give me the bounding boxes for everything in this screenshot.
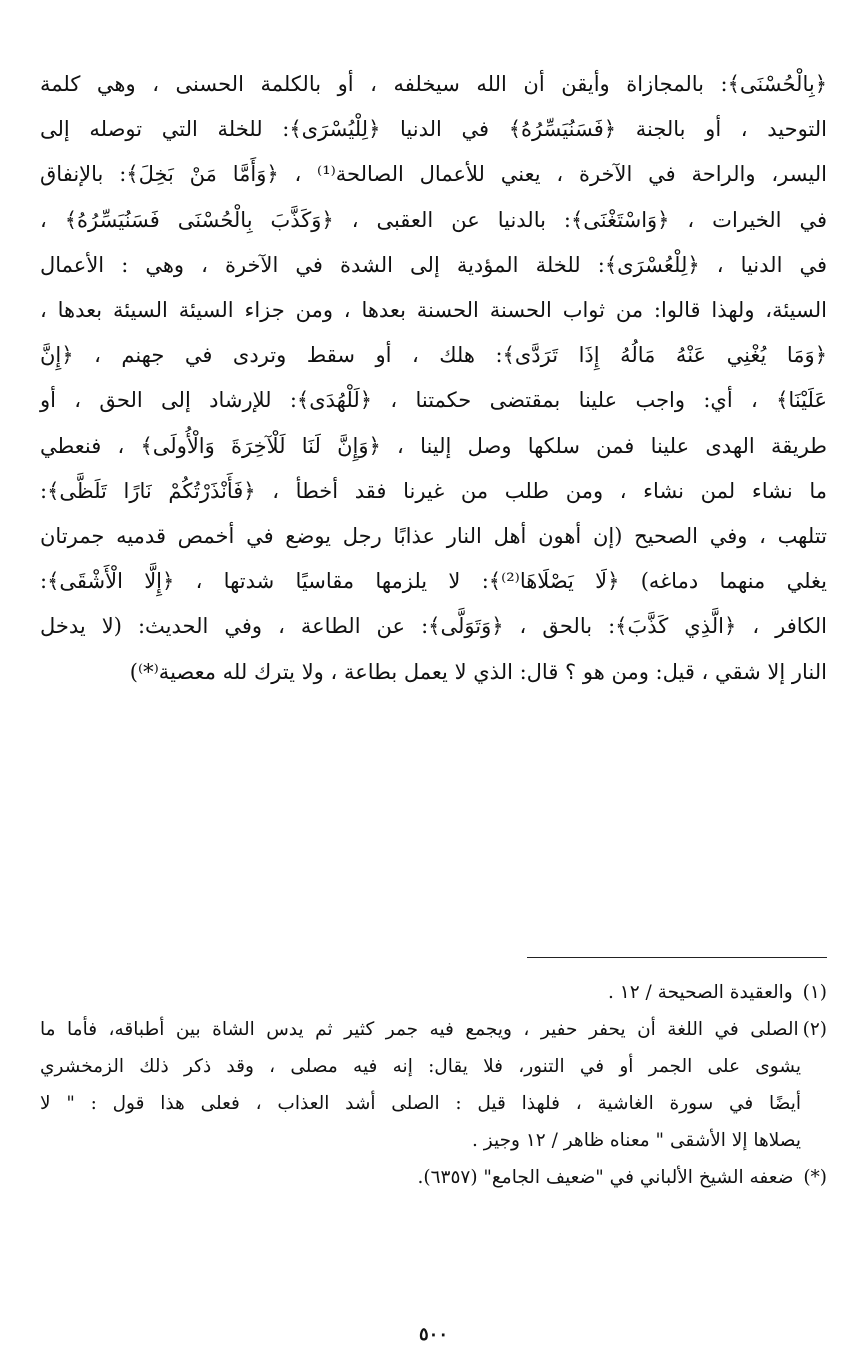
page-number: ٥٠٠ [418,1324,448,1345]
footnote-text: والعقيدة الصحيحة / ١٢ . [608,982,793,1003]
main-text-line: الكافر ، ﴿الَّذِي كَذَّبَ﴾: بالحق ، ﴿وَتَوَلَّى﴾: عن الطاعة ، وفي الحديث: (لا يدخل [40,614,827,639]
main-text-line: السيئة، ولهذا قالوا: من ثواب الحسنة الحسنة بعدها ، ومن جزاء السيئة السيئة بعدها ، [40,298,827,323]
footnote-marker: (٢) [802,1019,827,1040]
main-text-line: النار إلا شقي ، قيل: ومن هو ؟ قال: الذي لا يعمل بطاعة ، ولا يترك لله معصية⁽*⁾) [129,659,827,684]
main-text-line: طريقة الهدى علينا فمن سلكها وصل إلينا ، ﴿وَإِنَّ لَنَا لَلْآخِرَةَ وَالْأُولَى﴾ ، فنعطي [40,433,827,458]
main-text-line: تتلهب ، وفي الصحيح (إن أهون أهل النار عذابًا رجل يوضع في أخمص قدميه جمرتان [40,524,827,549]
main-text-line: في الدنيا ، ﴿لِلْعُسْرَى﴾: للخلة المؤدية إلى الشدة في الآخرة ، وهي : الأعمال [40,252,827,277]
main-text-line: التوحيد ، أو بالجنة ﴿فَسَنُيَسِّرُهُ﴾ في الدنيا ﴿لِلْيُسْرَى﴾: للخلة التي توصله إلى [40,117,827,142]
main-text [40,62,827,695]
main-text-line: ما نشاء لمن نشاء ، ومن طلب من غيرنا فقد أخطأ ، ﴿فَأَنْذَرْتُكُمْ نَارًا تَلَظَّى﴾: [40,478,827,503]
main-text-line: اليسر، والراحة في الآخرة ، يعني للأعمال الصالحة⁽¹⁾ ، ﴿وَأَمَّا مَنْ بَخِلَ﴾: بالإنفاق [40,162,827,187]
footnote-text: ضعفه الشيخ الألباني في "ضعيف الجامع" (٦٣٥٧). [417,1167,794,1188]
footnote-text: الصلى في اللغة أن يحفر حفير ، ويجمع فيه جمر كثير ثم يدس الشاة بين أطباقه، فأما ما [40,1019,799,1040]
footnote-marker: (١) [802,982,827,1003]
page [40,62,827,1361]
footnote-1 [40,974,827,1011]
main-text-line: ﴿بِالْحُسْنَى﴾: بالمجازاة وأيقن أن الله سيخلفه ، أو بالكلمة الحسنى ، وهي كلمة [40,72,827,96]
footnotes [40,974,827,1196]
main-text-line: في الخيرات ، ﴿وَاسْتَغْنَى﴾: بالدنيا عن العقبى ، ﴿وَكَذَّبَ بِالْحُسْنَى فَسَنُيَسِّرُهُ﴾ ، [40,207,827,232]
main-text-line: يغلي منهما دماغه) ﴿لَا يَصْلَاهَا⁽²⁾﴾: لا يلزمها مقاسيًا شدتها ، ﴿إِلَّا الْأَشْقَى﴾: [40,569,827,594]
footnote-marker: (*) [803,1167,827,1188]
footnote-line: أيضًا في سورة الغاشية ، فلهذا قيل : الصلى أشد العذاب ، فعلى هذا قول : " لا [40,1093,801,1114]
footnote-star [40,1159,827,1196]
footnote-line: يشوى على الجمر أو في التنور، فلا يقال: إنه فيه مصلى ، وقد ذكر ذلك الزمخشري [40,1056,801,1077]
footnote-line [40,1011,827,1048]
footnote-separator [527,957,827,958]
main-text-line: ﴿وَمَا يُغْنِي عَنْهُ مَالُهُ إِذَا تَرَدَّى﴾: هلك ، أو سقط وتردى في جهنم ، ﴿إِنَّ [40,343,827,368]
footnote-2 [40,1011,827,1159]
main-text-line: عَلَيْنَا﴾ ، أي: واجب علينا بمقتضى حكمتنا ، ﴿لَلْهُدَى﴾: للإرشاد إلى الحق ، أو [40,388,827,413]
footnote-line: يصلاها إلا الأشقى " معناه ظاهر / ١٢ وجيز . [472,1130,801,1151]
